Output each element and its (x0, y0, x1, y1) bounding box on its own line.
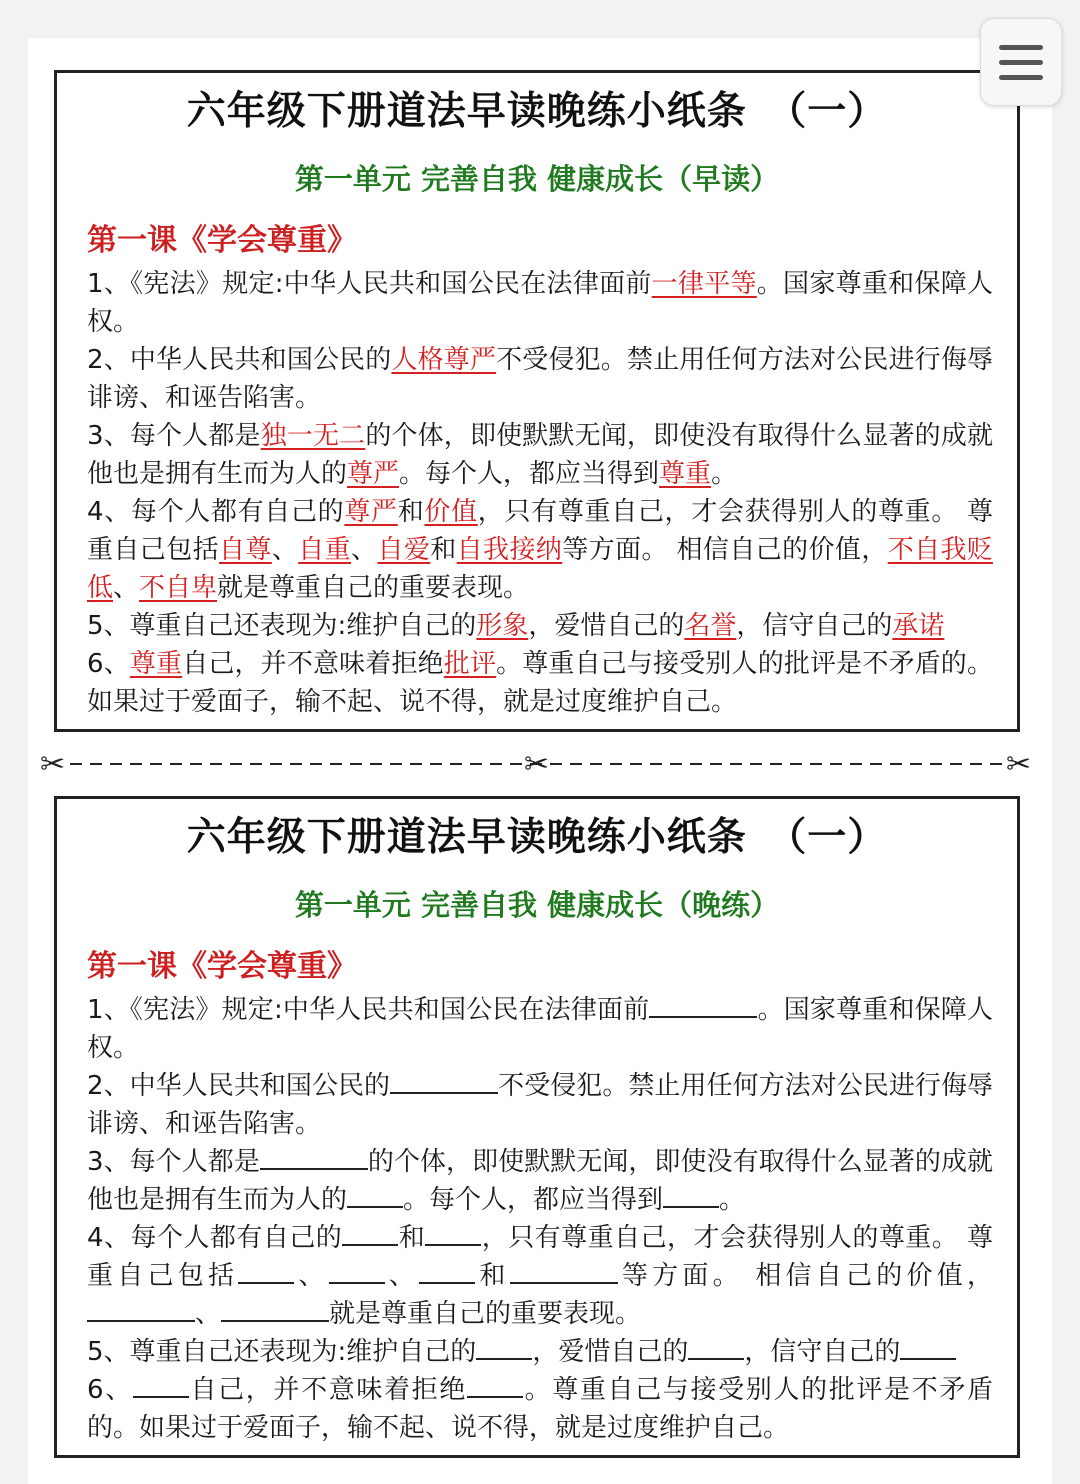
hamburger-icon (999, 45, 1043, 50)
keyword: 尊重 (129, 649, 183, 679)
answer-blank[interactable] (425, 1220, 481, 1246)
answer-blank[interactable] (260, 1144, 368, 1170)
answer-blank[interactable] (329, 1258, 385, 1284)
scissors-icon: ✂ (1006, 748, 1032, 780)
keyword: 自爱 (377, 535, 431, 565)
answer-blank[interactable] (649, 992, 757, 1018)
keyword: 一律平等 (651, 269, 757, 299)
keyword: 批评 (443, 649, 497, 679)
keyword: 独一无二 (260, 421, 366, 451)
keyword: 形象 (476, 611, 529, 641)
keyword: 自我接纳 (456, 535, 563, 565)
answer-blank[interactable] (347, 1182, 403, 1208)
keyword: 尊严 (344, 497, 398, 527)
keyword: 自重 (298, 535, 352, 565)
answer-blank[interactable] (900, 1334, 956, 1360)
item-4: 4、每个人都有自己的 和 ，只有尊重自己，才会获得别人的尊重。 尊重自己包括 、 、 和 等方面。 相信自己的价值，、 就是尊重自己的重要表现。 (87, 1219, 993, 1333)
keyword: 尊严 (347, 459, 400, 489)
item-3: 3、每个人都是独一无二的个体，即使默默无闻，即使没有取得什么显著的成就他也是拥有生而为人的尊严。每个人，都应当得到尊重。 (87, 421, 993, 489)
lesson-body (87, 265, 993, 721)
keyword: 承诺 (892, 611, 945, 641)
unit-heading: 第一单元 完善自我 健康成长（晚练） (294, 888, 780, 922)
answer-blank[interactable] (688, 1334, 744, 1360)
item-5: 5、尊重自己还表现为:维护自己的 ，爱惜自己的 ，信守自己的 (87, 1333, 993, 1371)
item-4: 4、每个人都有自己的尊严和价值，只有尊重自己，才会获得别人的尊重。 尊重自己包括自尊、自重、自爱和自我接纳等方面。 相信自己的价值，不自我贬低、不自卑就是尊重自己的重要表现。 (87, 497, 993, 603)
item-1: 1、《宪法》规定:中华人民共和国公民在法律面前 。国家尊重和保障人权。 (87, 991, 993, 1067)
item-2: 2、中华人民共和国公民的 不受侵犯。禁止用任何方法对公民进行侮辱诽谤、和诬告陷害。 (87, 1067, 993, 1143)
item-6: 6、尊重自己，并不意味着拒绝批评。尊重自己与接受别人的批评是不矛盾的。如果过于爱面子，输不起、说不得，就是过度维护自己。 (87, 649, 993, 717)
lesson-heading: 第一课《学会尊重》 (87, 949, 357, 984)
answer-blank[interactable] (510, 1258, 618, 1284)
item-3: 3、每个人都是 的个体，即使默默无闻，即使没有取得什么显著的成就他也是拥有生而为人的 。每个人，都应当得到 。 (87, 1143, 993, 1219)
hamburger-icon (999, 60, 1043, 65)
lesson-heading: 第一课《学会尊重》 (87, 223, 357, 258)
keyword: 人格尊严 (391, 345, 497, 375)
answer-blank[interactable] (467, 1372, 523, 1398)
answer-blank[interactable] (221, 1296, 329, 1322)
answer-blank[interactable] (390, 1068, 498, 1094)
card-title: 六年级下册道法早读晚练小纸条 （一） (186, 89, 888, 134)
item-5: 5、尊重自己还表现为:维护自己的形象，爱惜自己的名誉，信守自己的承诺 (87, 611, 945, 641)
item-1: 1、《宪法》规定:中华人民共和国公民在法律面前一律平等。国家尊重和保障人权。 (87, 269, 993, 337)
keyword: 名誉 (684, 611, 737, 641)
item-6: 6、 自己，并不意味着拒绝 。尊重自己与接受别人的批评是不矛盾的。如果过于爱面子，输不起、说不得，就是过度维护自己。 (87, 1371, 993, 1447)
answer-blank[interactable] (476, 1334, 532, 1360)
answer-blank[interactable] (419, 1258, 475, 1284)
answer-blank[interactable] (342, 1220, 398, 1246)
lesson-body (87, 991, 993, 1447)
unit-heading: 第一单元 完善自我 健康成长（早读） (294, 162, 780, 196)
keyword: 价值 (424, 497, 478, 527)
scissors-icon: ✂ (40, 748, 66, 780)
evening-practice-card (54, 796, 1020, 1458)
cut-line (40, 748, 1040, 780)
card-title: 六年级下册道法早读晚练小纸条 （一） (186, 815, 888, 860)
scissors-icon: ✂ (524, 748, 550, 780)
menu-button[interactable] (980, 18, 1062, 106)
keyword: 不自我贬低 (87, 535, 993, 603)
keyword: 不自卑 (139, 573, 218, 603)
answer-blank[interactable] (663, 1182, 719, 1208)
hamburger-icon (999, 75, 1043, 80)
item-2: 2、中华人民共和国公民的人格尊严不受侵犯。禁止用任何方法对公民进行侮辱诽谤、和诬告陷害。 (87, 345, 993, 413)
keyword: 尊重 (659, 459, 712, 489)
answer-blank[interactable] (133, 1372, 189, 1398)
answer-blank[interactable] (238, 1258, 294, 1284)
answer-blank[interactable] (87, 1296, 195, 1322)
morning-reading-card (54, 70, 1020, 732)
keyword: 自尊 (219, 535, 272, 565)
